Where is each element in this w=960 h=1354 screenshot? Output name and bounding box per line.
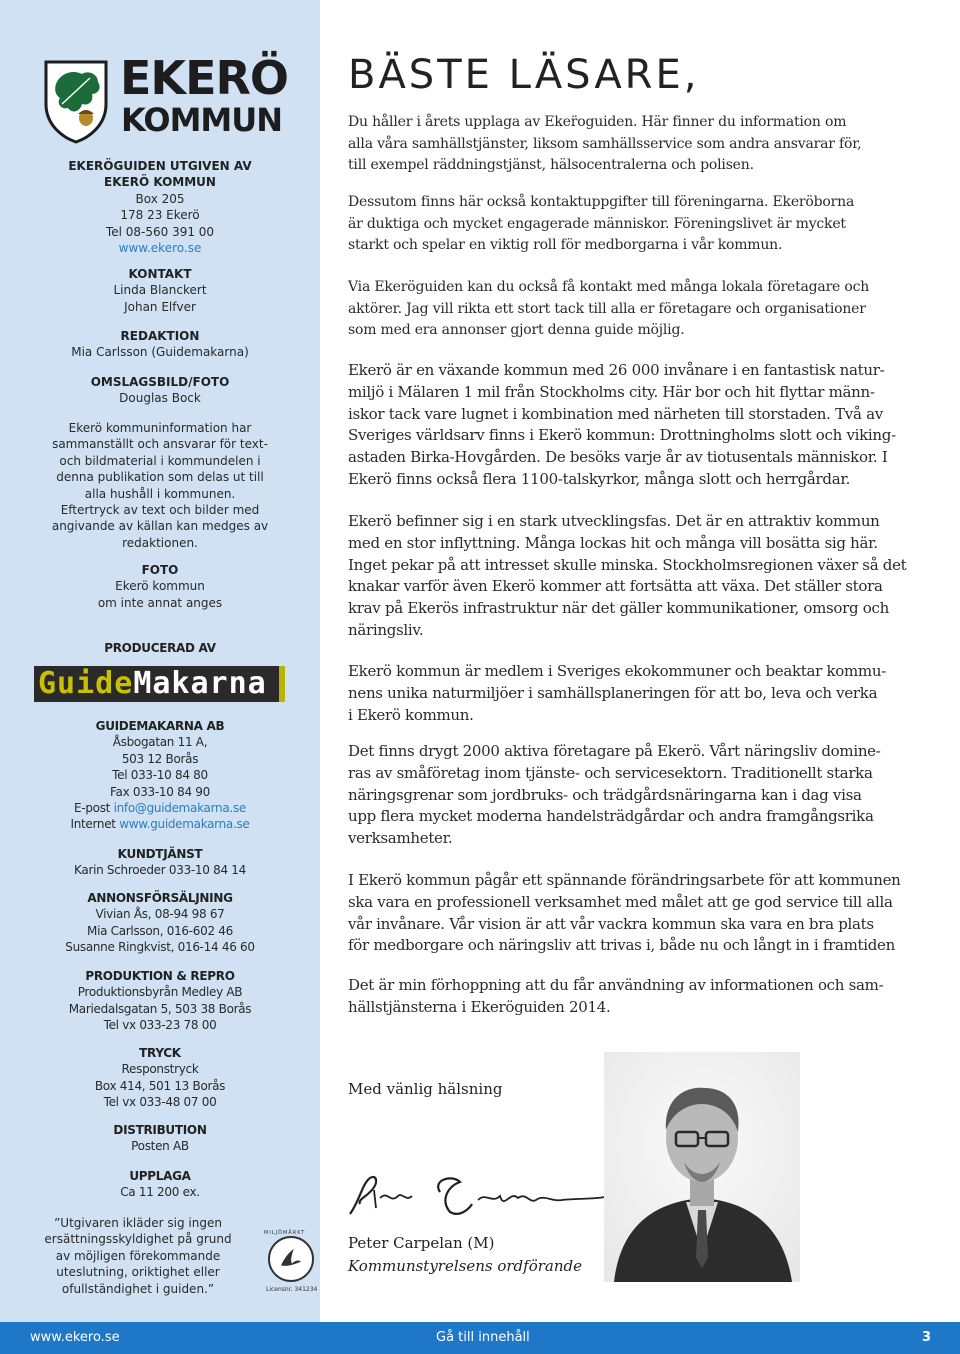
distribution-line: Posten AB bbox=[131, 1139, 189, 1154]
kontakt-heading: KONTAKT bbox=[128, 267, 192, 281]
guidemakarna-line: Tel 033-10 84 80 bbox=[112, 768, 208, 783]
disclaimer-line: denna publikation som delas ut till bbox=[56, 470, 264, 485]
paragraph-line: näringsliv. bbox=[348, 620, 424, 639]
paragraph-forhoppning bbox=[348, 975, 920, 1019]
paragraph-line: Det är min förhoppning att du får användning av informationen och sam- bbox=[348, 976, 884, 994]
paragraph-line: hällstjänsterna i Ekeröguiden 2014. bbox=[348, 997, 611, 1016]
tryck-line: Box 414, 501 13 Borås bbox=[94, 1078, 226, 1093]
closing-greeting: Med vänlig hälsning bbox=[348, 1080, 503, 1098]
redaktion-name: Mia Carlsson (Guidemakarna) bbox=[71, 345, 249, 360]
notice-line: ersättningsskyldighet på grund bbox=[44, 1232, 232, 1247]
paragraph-line: upp flera mycket moderna handelsträdgårdar och andra framgångsrika bbox=[348, 807, 874, 826]
paragraph-line: som med era annonser gjort denna guide möjlig. bbox=[348, 322, 685, 338]
kontakt-name: Johan Elfver bbox=[124, 299, 196, 314]
portrait-illustration bbox=[604, 1052, 800, 1282]
paragraph-line: Inget pekar på att intresset skulle minska. Stockholmsregionen växer så det bbox=[348, 555, 907, 574]
email-label: E-post bbox=[74, 801, 114, 816]
signer-name: Peter Carpelan (M) bbox=[348, 1234, 495, 1252]
producerad-heading: PRODUCERAD AV bbox=[104, 641, 216, 655]
paragraph-line: Via Ekeröguiden kan du också få kontakt med många lokala företagare och bbox=[348, 279, 870, 295]
ecolabel-tag: MILJÖMÄRKT bbox=[264, 1230, 306, 1236]
publisher-website-link[interactable]: www.ekero.se bbox=[118, 241, 202, 256]
notice-line: av möjligen förekommande bbox=[55, 1248, 221, 1263]
guidemakarna-logo-guide: Guide bbox=[38, 666, 134, 701]
publisher-line: 178 23 Ekerö bbox=[120, 208, 200, 223]
tryck-line: Tel vx 033-48 07 00 bbox=[103, 1095, 217, 1110]
tryck-line: Responstryck bbox=[121, 1062, 199, 1077]
handwritten-signature bbox=[340, 1160, 640, 1230]
portrait-photo bbox=[604, 1052, 800, 1282]
footer-goto-content-link[interactable]: Gå till innehåll bbox=[436, 1330, 530, 1345]
kontakt-block bbox=[0, 266, 320, 315]
paragraph-line: ras av småföretag inom tjänste- och servicesektorn. Traditionellt starka bbox=[348, 763, 873, 782]
guidemakarna-line: 503 12 Borås bbox=[121, 751, 199, 766]
upplaga-heading: UPPLAGA bbox=[129, 1169, 191, 1183]
guidemakarna-line: Fax 033-10 84 90 bbox=[110, 784, 210, 799]
kontakt-name: Linda Blanckert bbox=[113, 283, 207, 298]
foto-line: Ekerö kommun bbox=[115, 579, 205, 594]
paragraph-line: alla våra samhällstjänster, liksom samhällsservice som andra ansvarar för, bbox=[348, 135, 862, 152]
paragraph-line: knakar varför även Ekerö kommer att fortsätta att växa. Det ställer stora bbox=[348, 577, 883, 596]
page-number: 3 bbox=[922, 1330, 932, 1345]
distribution-block bbox=[0, 1122, 320, 1155]
paragraph-line: krav på Ekerös infrastruktur när det gäller kommunikationer, omsorg och bbox=[348, 599, 889, 618]
redaktion-block bbox=[0, 328, 320, 361]
paragraph-line: näringsgrenar som jordbruks- och trädgårdsnäringarna kan i dag visa bbox=[348, 785, 862, 804]
publisher-org: EKERÖ KOMMUN bbox=[104, 175, 216, 190]
paragraph-line: för medborgare och näringsliv att trivas i, både nu och långt in i framtiden bbox=[348, 936, 895, 955]
page-title: BÄSTE LÄSARE, bbox=[348, 52, 700, 98]
paragraph-line: i Ekerö kommun. bbox=[348, 705, 474, 724]
nordic-ecolabel bbox=[258, 1230, 324, 1296]
paragraph-intro bbox=[348, 112, 920, 177]
paragraph-utveckling bbox=[348, 511, 920, 642]
kundtjanst-heading: KUNDTJÄNST bbox=[117, 847, 203, 861]
upplaga-line: Ca 11 200 ex. bbox=[120, 1185, 200, 1200]
produktion-block bbox=[0, 968, 320, 1034]
produktion-line: Mariedalsgatan 5, 503 38 Borås bbox=[68, 1001, 252, 1016]
omslag-block bbox=[0, 374, 320, 407]
disclaimer-line: Eftertryck av text och bilder med bbox=[60, 503, 260, 518]
paragraph-line: starkt och spelar en viktig roll för medborgarna i vår kommun. bbox=[348, 237, 783, 253]
paragraph-line: Sveriges världsarv finns i Ekerö kommun: Drottningholms slott och viking- bbox=[348, 426, 896, 445]
guidemakarna-internet-row bbox=[0, 816, 320, 832]
produktion-line: Tel vx 033-23 78 00 bbox=[103, 1018, 217, 1033]
logo-word-kommun: KOMMUN bbox=[121, 101, 283, 139]
disclaimer-line: redaktionen. bbox=[122, 535, 198, 550]
paragraph-line: vår invånare. Vår vision är att vår vackra kommun ska vara en bra plats bbox=[348, 914, 874, 933]
produktion-line: Produktionsbyrån Medley AB bbox=[77, 985, 243, 1000]
paragraph-line: iskor tack vare lugnet i kombination med närheten till storstaden. Två av bbox=[348, 404, 883, 423]
foto-block bbox=[0, 562, 320, 611]
logo-word-ekero: EKERÖ bbox=[120, 51, 289, 105]
paragraph-ekokommun bbox=[348, 661, 920, 726]
paragraph-foretagare bbox=[348, 277, 920, 342]
tryck-block bbox=[0, 1045, 320, 1111]
signer-role: Kommunstyrelsens ordförande bbox=[348, 1257, 582, 1275]
produktion-heading: PRODUKTION & REPRO bbox=[85, 969, 235, 983]
guidemakarna-line: Åsbogatan 11 A, bbox=[112, 735, 208, 750]
publisher-line: Box 205 bbox=[135, 191, 185, 206]
disclaimer-line: angivande av källan kan medges av bbox=[51, 519, 269, 534]
foto-line: om inte annat anges bbox=[97, 595, 223, 610]
guidemakarna-logo bbox=[34, 666, 285, 702]
paragraph-line: aktörer. Jag vill rikta ett stort tack till alla er företagare och organisationer bbox=[348, 300, 866, 317]
annons-block bbox=[0, 890, 320, 956]
distribution-heading: DISTRIBUTION bbox=[113, 1123, 207, 1137]
notice-line: ”Utgivaren ikläder sig ingen bbox=[54, 1216, 222, 1230]
notice-line: uteslutning, oriktighet eller bbox=[56, 1265, 220, 1280]
disclaimer-line: och bildmaterial i kommundelen i bbox=[59, 453, 261, 468]
swan-shape-icon bbox=[270, 1238, 312, 1280]
annons-line: Vivian Ås, 08-94 98 67 bbox=[95, 907, 225, 922]
internet-link[interactable]: www.guidemakarna.se bbox=[119, 817, 250, 832]
paragraph-line: Ekerö befinner sig i en stark utvecklingsfas. Det är en attraktiv kommun bbox=[348, 512, 880, 530]
paragraph-line: I Ekerö kommun pågår ett spännande förändringsarbete för att kommunen bbox=[348, 871, 901, 889]
paragraph-line: astaden Birka-Hovgården. De besöks varje år av tiotusentals människor. I bbox=[348, 448, 888, 467]
page-footer bbox=[0, 1322, 960, 1354]
paragraph-line: med en stor inflyttning. Många lockas hit och många vill bosätta sig här. bbox=[348, 533, 878, 552]
footer-website-link[interactable]: www.ekero.se bbox=[30, 1330, 120, 1345]
disclaimer-line: alla hushåll i kommunen. bbox=[84, 486, 236, 501]
ecolabel-license: Licensnr. 341234 bbox=[266, 1286, 318, 1293]
paragraph-line: miljö i Mälaren 1 mil från Stockholms city. Här bor och hit flyttar männ- bbox=[348, 382, 875, 401]
paragraph-line: till exempel räddningstjänst, hälsocentralerna och polisen. bbox=[348, 157, 754, 173]
paragraph-line: är duktiga och mycket engagerade människor. Föreningslivet är mycket bbox=[348, 215, 846, 232]
paragraph-line: Du håller i årets upplaga av Eker̈oguiden. Här finner du information om bbox=[348, 114, 847, 130]
paragraph-forandring bbox=[348, 870, 920, 957]
disclaimer-line: Ekerö kommuninformation har bbox=[68, 421, 252, 435]
guidemakarna-heading: GUIDEMAKARNA AB bbox=[95, 719, 225, 733]
redaktion-heading: REDAKTION bbox=[120, 329, 200, 343]
publisher-line: Tel 08-560 391 00 bbox=[105, 224, 215, 239]
annons-line: Susanne Ringkvist, 016-14 46 60 bbox=[65, 940, 255, 955]
paragraph-line: Ekerö kommun är medlem i Sveriges ekokommuner och beaktar kommu- bbox=[348, 662, 886, 680]
disclaimer-line: sammanställt och ansvarar för text- bbox=[52, 437, 268, 452]
foto-heading: FOTO bbox=[141, 563, 179, 577]
paragraph-line: Ekerö är en växande kommun med 26 000 invånare i en fantastisk natur- bbox=[348, 361, 885, 379]
guidemakarna-email-row bbox=[0, 800, 320, 816]
omslag-name: Douglas Bock bbox=[119, 391, 201, 406]
sidebar bbox=[0, 0, 320, 1322]
paragraph-line: Dessutom finns här också kontaktuppgifter till föreningarna. Ekeröborna bbox=[348, 194, 855, 210]
swan-icon bbox=[268, 1236, 314, 1282]
producerad-block bbox=[0, 640, 320, 656]
paragraph-line: Ekerö finns också flera 1100-talskyrkor, många slott och herrgårdar. bbox=[348, 469, 851, 488]
ekero-shield-icon bbox=[44, 60, 108, 144]
upplaga-block bbox=[0, 1168, 320, 1201]
kundtjanst-line: Karin Schroeder 033-10 84 14 bbox=[74, 863, 246, 878]
kundtjanst-block bbox=[0, 846, 320, 879]
annons-line: Mia Carlsson, 016-602 46 bbox=[87, 923, 233, 938]
paragraph-kommun bbox=[348, 360, 920, 491]
paragraph-line: verksamheter. bbox=[348, 829, 453, 848]
paragraph-naringsliv bbox=[348, 741, 920, 850]
internet-label: Internet bbox=[70, 817, 120, 832]
paragraph-foreningar bbox=[348, 192, 920, 257]
tryck-heading: TRYCK bbox=[139, 1046, 181, 1060]
guidemakarna-block bbox=[0, 718, 320, 833]
disclaimer-block bbox=[0, 420, 320, 551]
paragraph-line: Det finns drygt 2000 aktiva företagare på Ekerö. Vårt näringsliv domine- bbox=[348, 742, 881, 760]
paragraph-line: ska vara en professionell verksamhet med målet att ge god service till alla bbox=[348, 892, 893, 911]
guidemakarna-logo-makarna: Makarna bbox=[133, 666, 267, 701]
email-link[interactable]: info@guidemakarna.se bbox=[113, 801, 246, 816]
publisher-heading: EKERÖGUIDEN UTGIVEN AV bbox=[68, 159, 252, 173]
paragraph-line: nens unika naturmiljöer i samhällsplaneringen för att bo, leva och verka bbox=[348, 683, 878, 702]
omslag-heading: OMSLAGSBILD/FOTO bbox=[90, 375, 230, 389]
publisher-block bbox=[0, 158, 320, 256]
ekero-kommun-logo bbox=[44, 51, 289, 146]
notice-line: ofullständighet i guiden.” bbox=[61, 1281, 215, 1296]
notice-block bbox=[0, 1215, 298, 1297]
annons-heading: ANNONSFÖRSÄLJNING bbox=[87, 891, 233, 905]
